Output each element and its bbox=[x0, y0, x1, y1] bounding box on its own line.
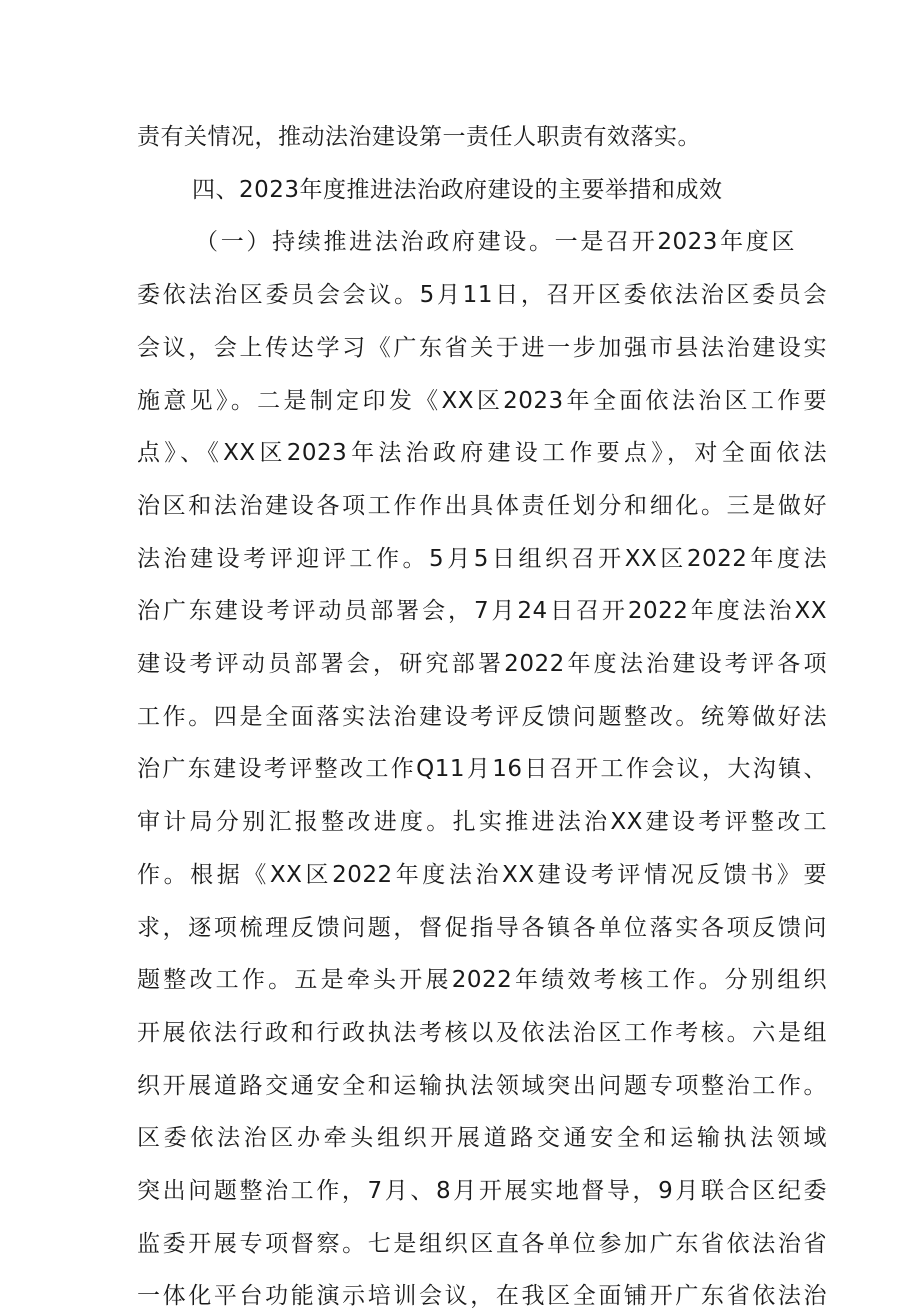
section-heading: 四、2023年度推进法治政府建设的主要举措和成效 bbox=[192, 177, 723, 203]
paragraph-line: 点》、《XX区2023年法治政府建设工作要点》，对全面依法 bbox=[137, 440, 827, 466]
paragraph-line: 作。根据《XX区2022年度法治XX建设考评情况反馈书》要 bbox=[137, 862, 827, 888]
paragraph-line: 治广东建设考评动员部署会，7月24日召开2022年度法治XX bbox=[137, 598, 827, 624]
paragraph-line-overflow: 一体化平台功能演示培训会议，在我区全面铺开广东省依法治 bbox=[137, 1283, 827, 1309]
paragraph-line: 施意见》。二是制定印发《XX区2023年全面依法治区工作要 bbox=[137, 388, 827, 414]
paragraph-line: 织开展道路交通安全和运输执法领域突出问题专项整治工作。 bbox=[137, 1073, 827, 1099]
paragraph-line: 求，逐项梳理反馈问题，督促指导各镇各单位落实各项反馈问 bbox=[137, 915, 827, 941]
paragraph-line: 治广东建设考评整改工作Q11月16日召开工作会议，大沟镇、 bbox=[137, 756, 827, 782]
paragraph-line: 审计局分别汇报整改进度。扎实推进法治XX建设考评整改工 bbox=[137, 809, 827, 835]
paragraph-line: 监委开展专项督察。七是组织区直各单位参加广东省依法治省 bbox=[137, 1231, 827, 1257]
paragraph-line: 治区和法治建设各项工作作出具体责任划分和细化。三是做好 bbox=[137, 493, 827, 519]
paragraph-line: 开展依法行政和行政执法考核以及依法治区工作考核。六是组 bbox=[137, 1020, 827, 1046]
paragraph-line: 建设考评动员部署会，研究部署2022年度法治建设考评各项 bbox=[137, 651, 827, 677]
paragraph-line: 工作。四是全面落实法治建设考评反馈问题整改。统筹做好法 bbox=[137, 704, 827, 730]
paragraph-line: 题整改工作。五是牵头开展2022年绩效考核工作。分别组织 bbox=[137, 967, 827, 993]
paragraph-first-line: （一）持续推进法治政府建设。一是召开2023年度区 bbox=[195, 229, 795, 255]
paragraph-line: 委依法治区委员会会议。5月11日，召开区委依法治区委员会 bbox=[137, 282, 827, 308]
paragraph-line: 法治建设考评迎评工作。5月5日组织召开XX区2022年度法 bbox=[137, 546, 827, 572]
paragraph-line: 会议，会上传达学习《广东省关于进一步加强市县法治建设实 bbox=[137, 335, 827, 361]
paragraph-line: 突出问题整治工作，7月、8月开展实地督导，9月联合区纪委 bbox=[137, 1178, 827, 1204]
paragraph-line: 区委依法治区办牵头组织开展道路交通安全和运输执法领域 bbox=[137, 1125, 827, 1151]
paragraph-line-continuation: 责有关情况，推动法治建设第一责任人职责有效落实。 bbox=[137, 124, 701, 150]
